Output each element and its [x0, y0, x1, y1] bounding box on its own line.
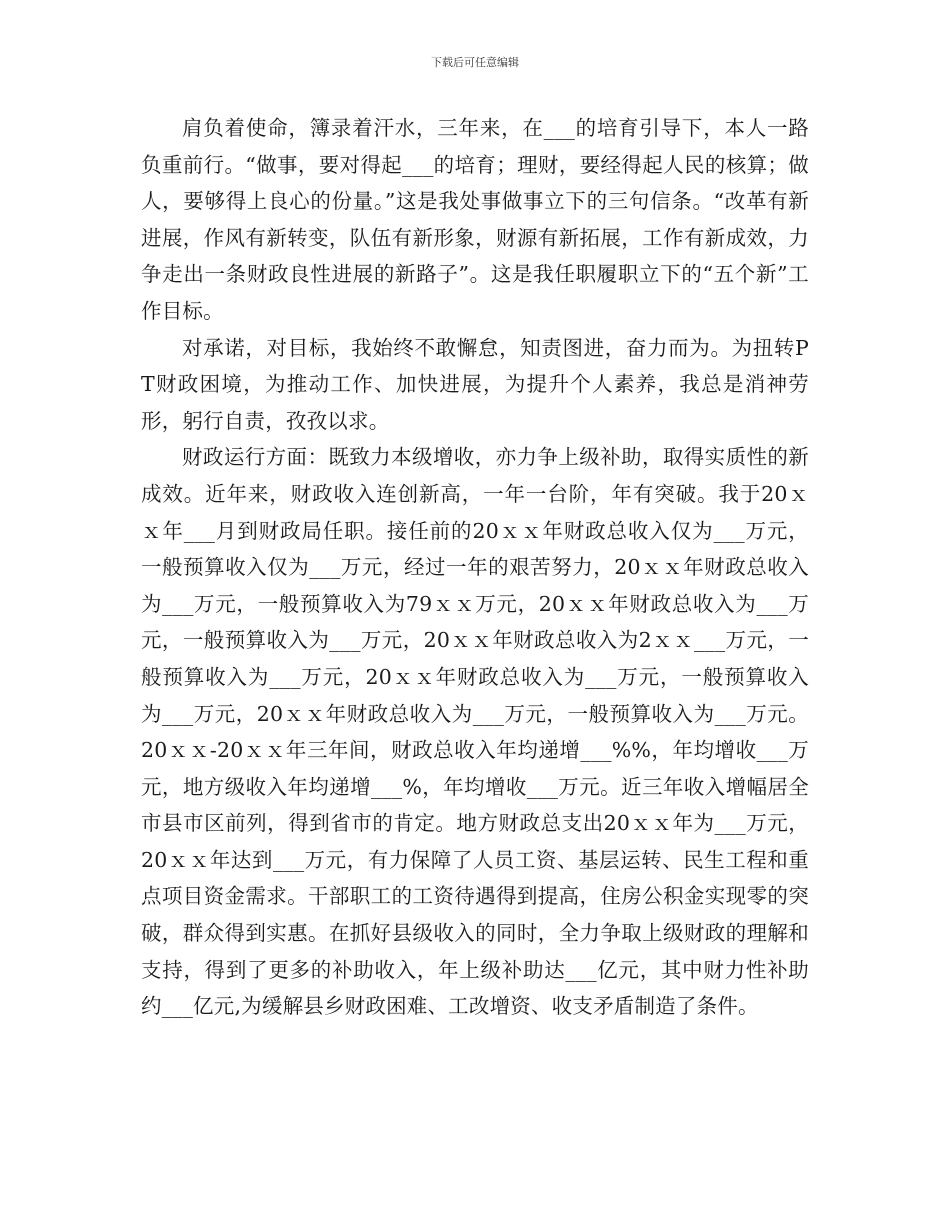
- page-header: 下载后可任意编辑: [431, 56, 519, 69]
- paragraph-intro: 肩负着使命，簿录着汗水，三年来，在___的培育引导下，本人一路负重前行。“做事，要对得起___的培育；理财，要经得起人民的核算；做人，要够得上良心的份量。”这是我处事做事立下的三句信条。“改革有新进展，作风有新转变，队伍有新形象，财源有新拓展，工作有新成效，力争走出一条财政良性进展的新路子”。这是我任职履职立下的“五个新”工作目标。: [141, 116, 809, 323]
- paragraph-fiscal-operation: 财政运行方面：既致力本级增收，亦力争上级补助，取得实质性的新成效。近年来，财政收入连创新高，一年一台阶，年有突破。我于20ｘｘ年___月到财政局任职。接任前的20ｘｘ年财政总收入仅为___万元，一般预算收入仅为___万元，经过一年的艰苦努力，20ｘｘ年财政总收入为___万元，一般预算收入为79ｘｘ万元，20ｘｘ年财政总收入为___万元，一般预算收入为___万元，20ｘｘ年财政总收入为2ｘｘ___万元，一般预算收入为___万元，20ｘｘ年财政总收入为___万元，一般预算收入为___万元，20ｘｘ年财政总收入为___万元，一般预算收入为___万元。20ｘｘ-20ｘｘ年三年间，财政总收入年均递增___%%，年均增收___万元，地方级收入年均递增___%，年均增收___万元。近三年收入增幅居全市县市区前列，得到省市的肯定。地方财政总支出20ｘｘ年为___万元，20ｘｘ年达到___万元，有力保障了人员工资、基层运转、民生工程和重点项目资金需求。干部职工的工资待遇得到提高，住房公积金实现零的突破，群众得到实惠。在抓好县级收入的同时，全力争取上级财政的理解和支持，得到了更多的补助收入，年上级补助达___亿元，其中财力性补助约___亿元,为缓解县乡财政困难、工改增资、收支矛盾制造了条件。: [141, 445, 809, 1019]
- paragraph-commitment: 对承诺，对目标，我始终不敢懈怠，知责图进，奋力而为。为扭转PT财政困境，为推动工作、加快进展，为提升个人素养，我总是消神劳形，躬行自责，孜孜以求。: [141, 335, 809, 433]
- document-body: [141, 110, 809, 1025]
